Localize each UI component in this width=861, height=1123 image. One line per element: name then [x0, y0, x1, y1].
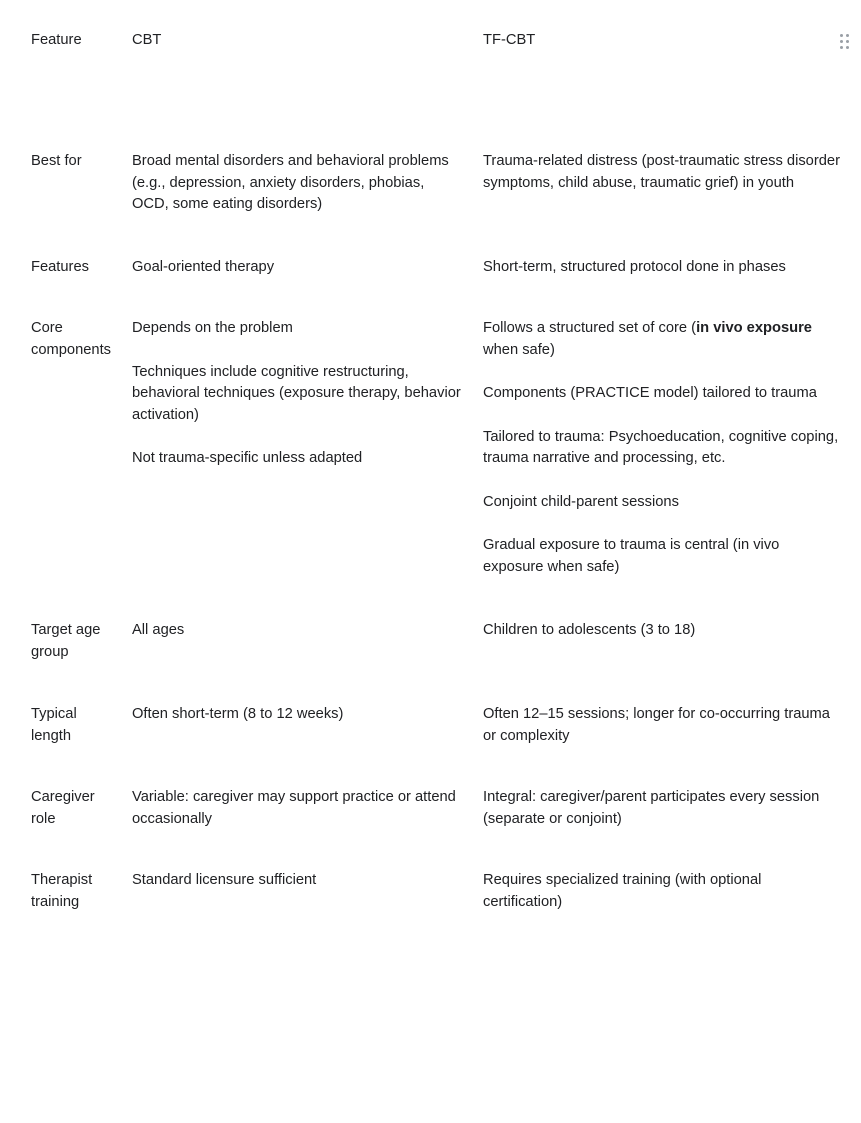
- cell-paragraph: Goal-oriented therapy: [132, 258, 275, 275]
- cell-paragraph: Components (PRACTICE model) tailored to trauma: [483, 385, 817, 401]
- row-cbt-cell: [132, 578, 483, 663]
- row-label: Best for: [31, 153, 82, 169]
- row-tfcbt-cell: [483, 663, 861, 747]
- row-tfcbt-cell: [483, 747, 861, 830]
- drag-handle-icon[interactable]: [833, 30, 855, 52]
- row-label: Features: [31, 258, 89, 275]
- cell-paragraph: Techniques include cognitive restructuring, behavioral techniques (exposure therapy, behavior activation): [132, 363, 461, 423]
- cell-paragraph: Trauma-related distress (post-traumatic stress disorder symptoms, child abuse, traumatic grief) in youth: [483, 153, 840, 191]
- cell-paragraph: All ages: [132, 622, 185, 638]
- cell-paragraph: Often short-term (8 to 12 weeks): [132, 706, 344, 722]
- row-label: Typical length: [31, 706, 77, 744]
- cell-paragraph: Depends on the problem: [132, 320, 293, 336]
- row-tfcbt-cell: [483, 216, 861, 279]
- row-cbt-cell: [132, 278, 483, 578]
- cell-paragraph: Often 12–15 sessions; longer for co-occurring trauma or complexity: [483, 706, 830, 744]
- table-row: [0, 830, 861, 913]
- cell-paragraph: Integral: caregiver/parent participates every session (separate or conjoint): [483, 789, 820, 827]
- cell-paragraph: Variable: caregiver may support practice or attend occasionally: [132, 789, 456, 827]
- column-header-tfcbt: TF-CBT: [483, 32, 536, 48]
- cell-paragraph: Conjoint child-parent sessions: [483, 493, 679, 510]
- cell-paragraph: Broad mental disorders and behavioral problems (e.g., depression, anxiety disorders, phobias, OCD, some eating disorders): [132, 153, 449, 212]
- row-cbt-cell: [132, 110, 483, 216]
- table-row: [0, 110, 861, 216]
- table-row: [0, 663, 861, 747]
- cell-paragraph: Not trauma-specific unless adapted: [132, 450, 363, 466]
- cell-paragraph-emphasized: Follows a structured set of core (in vivo exposure when safe): [483, 320, 812, 358]
- cell-paragraph: Standard licensure sufficient: [132, 872, 317, 888]
- row-label: Target age group: [31, 622, 101, 660]
- cell-paragraph: Children to adolescents (3 to 18): [483, 622, 696, 638]
- column-header-cbt: CBT: [132, 32, 162, 48]
- cell-paragraph: Requires specialized training (with optional certification): [483, 872, 762, 910]
- column-header-feature: Feature: [31, 32, 82, 48]
- comparison-table: [0, 30, 861, 913]
- row-cbt-cell: [132, 216, 483, 279]
- cell-paragraph: Tailored to trauma: Psychoeducation, cognitive coping, trauma narrative and processing, etc.: [483, 428, 839, 466]
- table-row: [0, 216, 861, 279]
- row-tfcbt-cell: [483, 578, 861, 663]
- row-cbt-cell: [132, 747, 483, 830]
- row-cbt-cell: [132, 830, 483, 913]
- row-tfcbt-cell: [483, 110, 861, 216]
- row-tfcbt-cell: [483, 278, 861, 578]
- cell-paragraph: Gradual exposure to trauma is central (in vivo exposure when safe): [483, 537, 780, 575]
- table-header-row: [0, 30, 861, 110]
- table-row: [0, 578, 861, 663]
- table-row: [0, 747, 861, 830]
- row-cbt-cell: [132, 663, 483, 747]
- row-tfcbt-cell: [483, 830, 861, 913]
- cell-paragraph: Short-term, structured protocol done in phases: [483, 258, 786, 275]
- table-row: [0, 278, 861, 578]
- row-label: Therapist training: [31, 872, 93, 910]
- row-label: Core components: [31, 320, 112, 358]
- drag-handle-dots: [840, 34, 849, 49]
- row-label: Caregiver role: [31, 789, 95, 827]
